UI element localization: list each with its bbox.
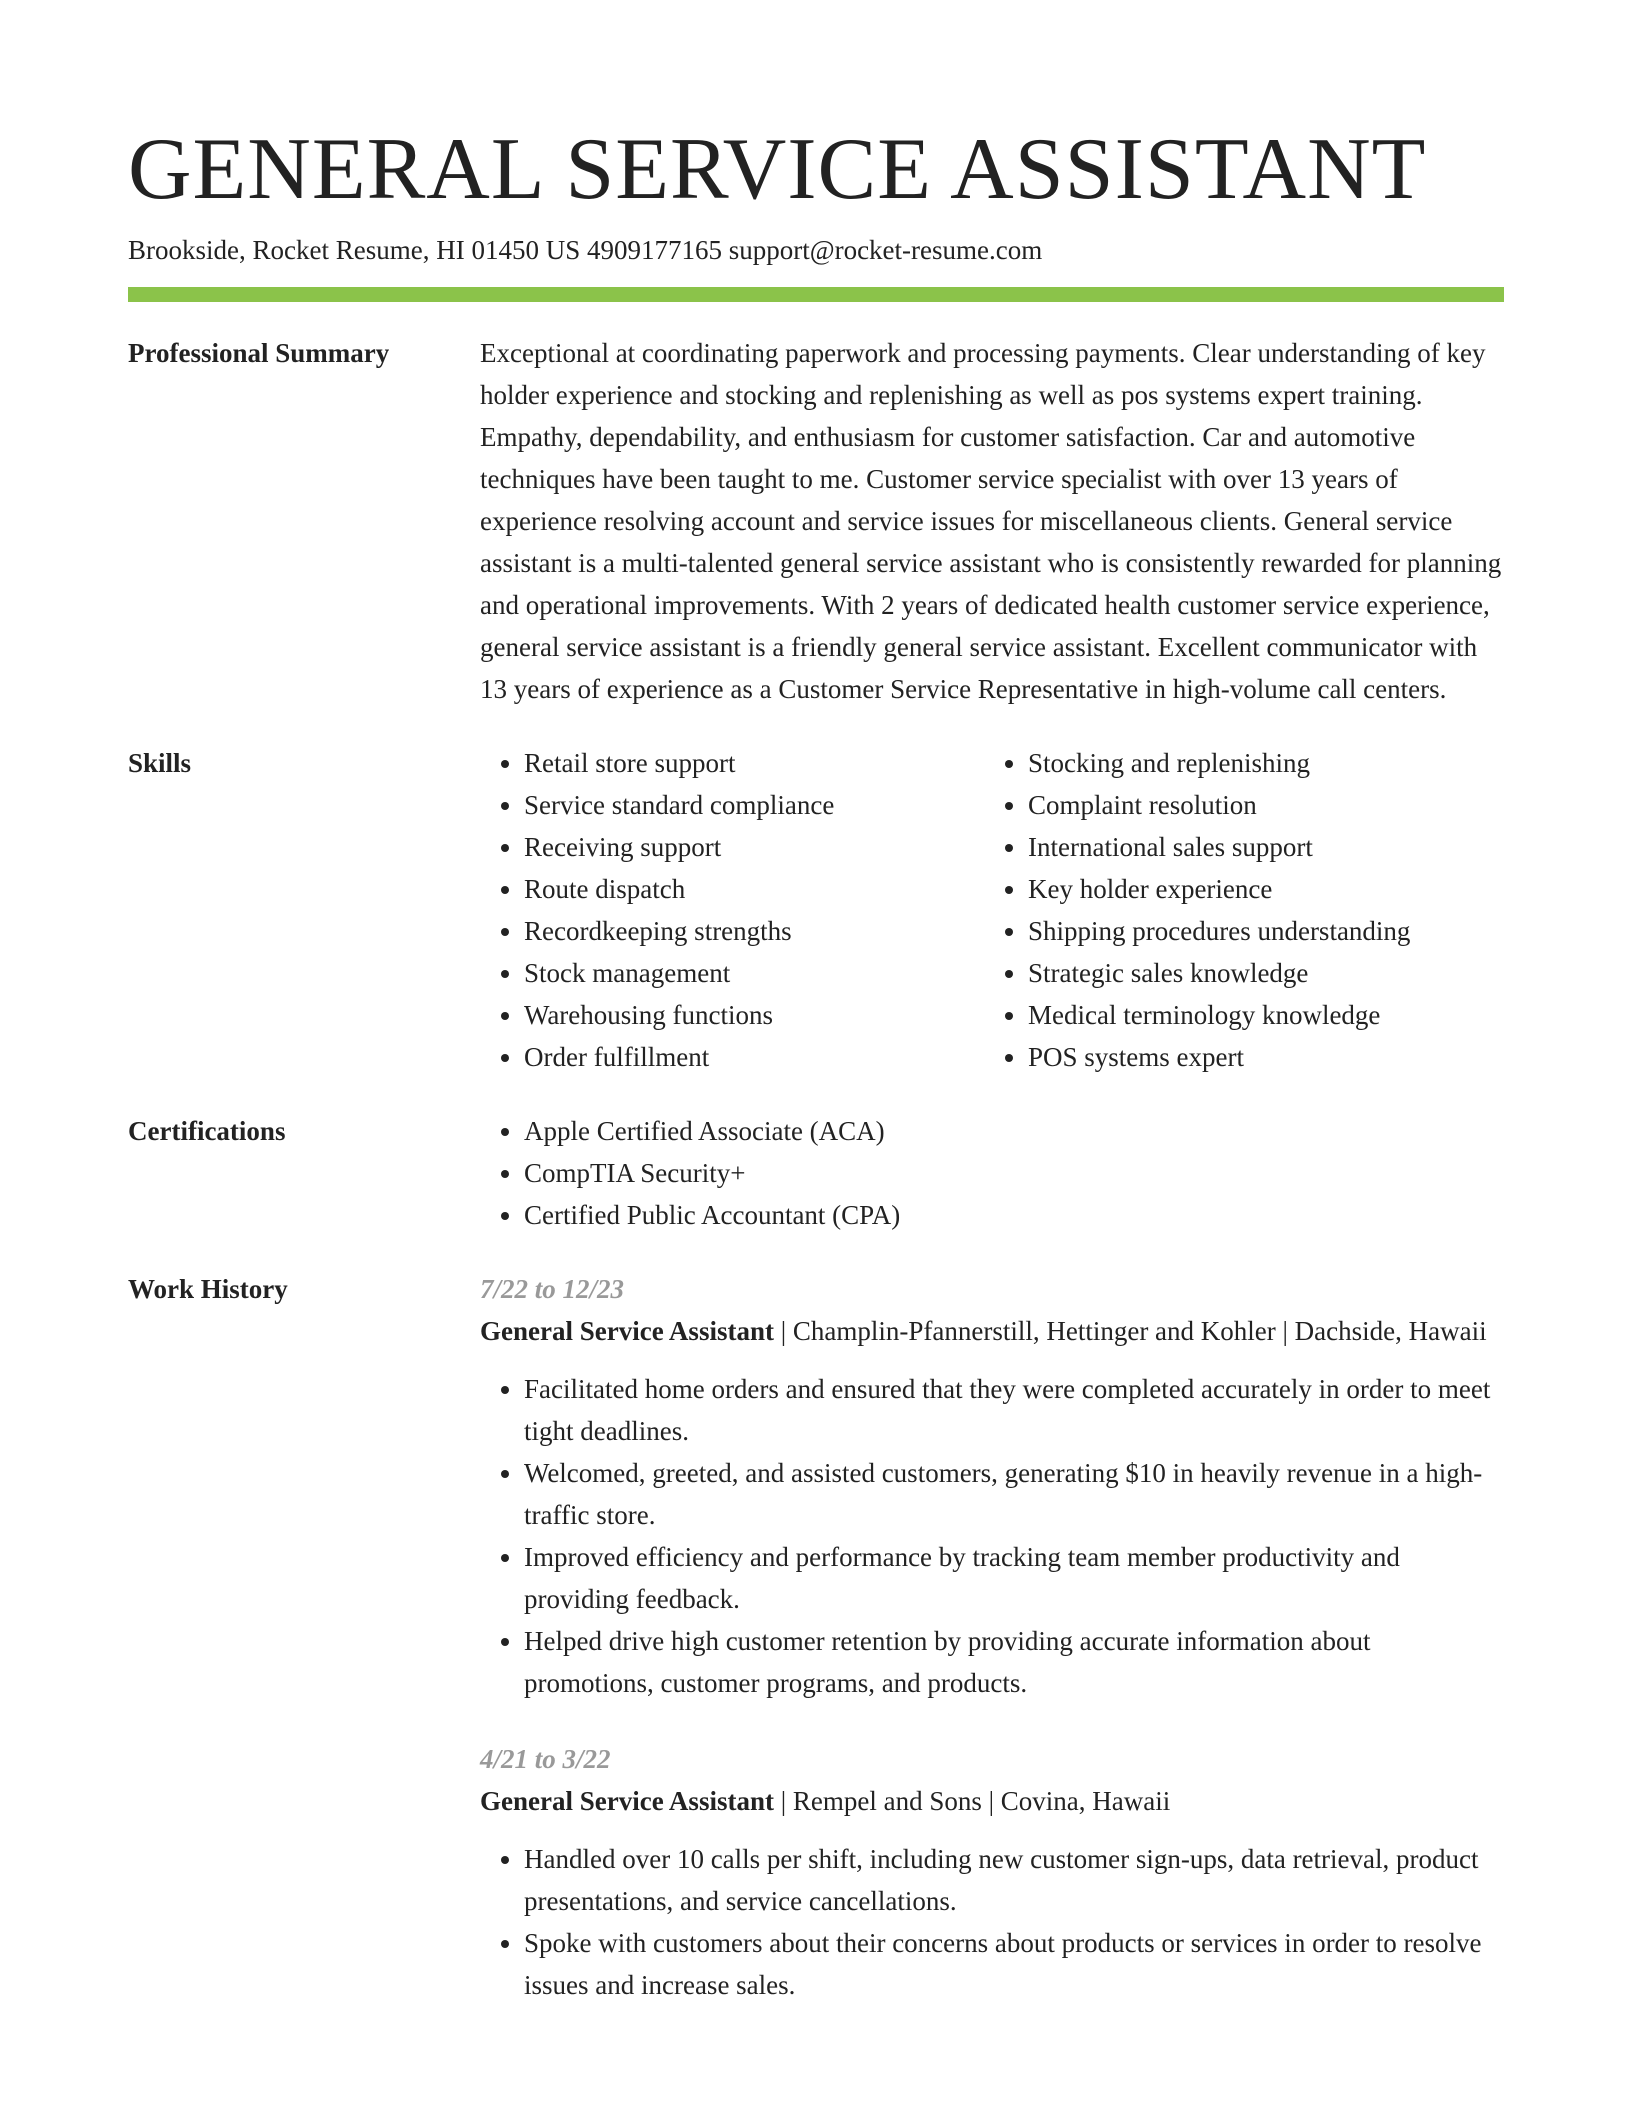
skill-item: • International sales support [1028,826,1488,868]
job-entry [480,1738,1504,2006]
certifications-content [480,1110,1504,1236]
skill-item: • Stocking and replenishing [1028,742,1488,784]
job-employer-location: | Champlin-Pfannerstill, Hettinger and Kohler | Dachside, Hawaii [773,1316,1487,1346]
skill-item: • Medical terminology knowledge [1028,994,1488,1036]
certifications-list [480,1110,1504,1236]
certification-item: • CompTIA Security+ [524,1152,1504,1194]
job-bullet: • Handled over 10 calls per shift, including new customer sign-ups, data retrieval, product presentations, and service cancellations. [524,1838,1504,1922]
work-history-content [480,1268,1504,2006]
skill-item: • Route dispatch [524,868,984,910]
job-dates: 7/22 to 12/23 [480,1274,625,1304]
job-dates: 4/21 to 3/22 [480,1744,611,1774]
accent-divider [128,287,1504,302]
job-bullet: • Improved efficiency and performance by tracking team member productivity and providing feedback. [524,1536,1504,1620]
skill-item: • Order fulfillment [524,1036,984,1078]
skill-item: • Stock management [524,952,984,994]
work-history-section [128,1268,1504,2006]
job-role-line [480,1310,1504,1352]
skills-list-right [984,742,1488,1078]
skill-item: • POS systems expert [1028,1036,1488,1078]
summary-text: Exceptional at coordinating paperwork and processing payments. Clear understanding of key holder experience and stocking and replenishing as well as pos systems expert training. Empathy, dependability, and enthusiasm for customer satisfaction. Car and automotive techniques have been taught to me. Customer service specialist with over 13 years of experience resolving account and service issues for miscellaneous clients. General service assistant is a multi-talented general service assistant who is consistently rewarded for planning and operational improvements. With 2 years of dedicated health customer service experience, general service assistant is a friendly general service assistant. Excellent communicator with 13 years of experience as a Customer Service Representative in high-volume call centers. [480,338,1502,704]
certification-item: • Apple Certified Associate (ACA) [524,1110,1504,1152]
job-title: General Service Assistant [480,1316,774,1346]
skill-item: • Complaint resolution [1028,784,1488,826]
job-entry [480,1268,1504,1704]
resume-page [128,118,1504,2006]
job-bullet: • Spoke with customers about their concerns about products or services in order to resolve issues and increase sales. [524,1922,1504,2006]
skill-item: • Key holder experience [1028,868,1488,910]
certifications-label: Certifications [128,1116,286,1146]
skills-label: Skills [128,748,192,778]
job-bullets [480,1838,1504,2006]
skill-item: • Strategic sales knowledge [1028,952,1488,994]
skill-item: • Shipping procedures understanding [1028,910,1488,952]
certifications-section [128,1110,1504,1236]
summary-label: Professional Summary [128,338,390,368]
job-role-line [480,1780,1504,1822]
skills-section [128,742,1504,1078]
resume-name: GENERAL SERVICE ASSISTANT [128,121,1427,218]
skill-item: • Service standard compliance [524,784,984,826]
work-history-label: Work History [128,1274,288,1304]
summary-section [128,332,1504,710]
skills-list-left [480,742,984,1078]
job-employer-location: | Rempel and Sons | Covina, Hawaii [773,1786,1171,1816]
job-bullets [480,1368,1504,1704]
summary-content [480,332,1504,710]
skill-item: • Warehousing functions [524,994,984,1036]
contact-info: Brookside, Rocket Resume, HI 01450 US 4909177165 support@rocket-resume.com [128,235,1043,265]
job-bullet: • Helped drive high customer retention by providing accurate information about promotions, customer programs, and products. [524,1620,1504,1704]
job-title: General Service Assistant [480,1786,774,1816]
certification-item: • Certified Public Accountant (CPA) [524,1194,1504,1236]
skill-item: • Recordkeeping strengths [524,910,984,952]
skill-item: • Retail store support [524,742,984,784]
skill-item: • Receiving support [524,826,984,868]
skills-content [480,742,1504,1078]
job-bullet: • Facilitated home orders and ensured that they were completed accurately in order to meet tight deadlines. [524,1368,1504,1452]
job-bullet: • Welcomed, greeted, and assisted customers, generating $10 in heavily revenue in a high-traffic store. [524,1452,1504,1536]
